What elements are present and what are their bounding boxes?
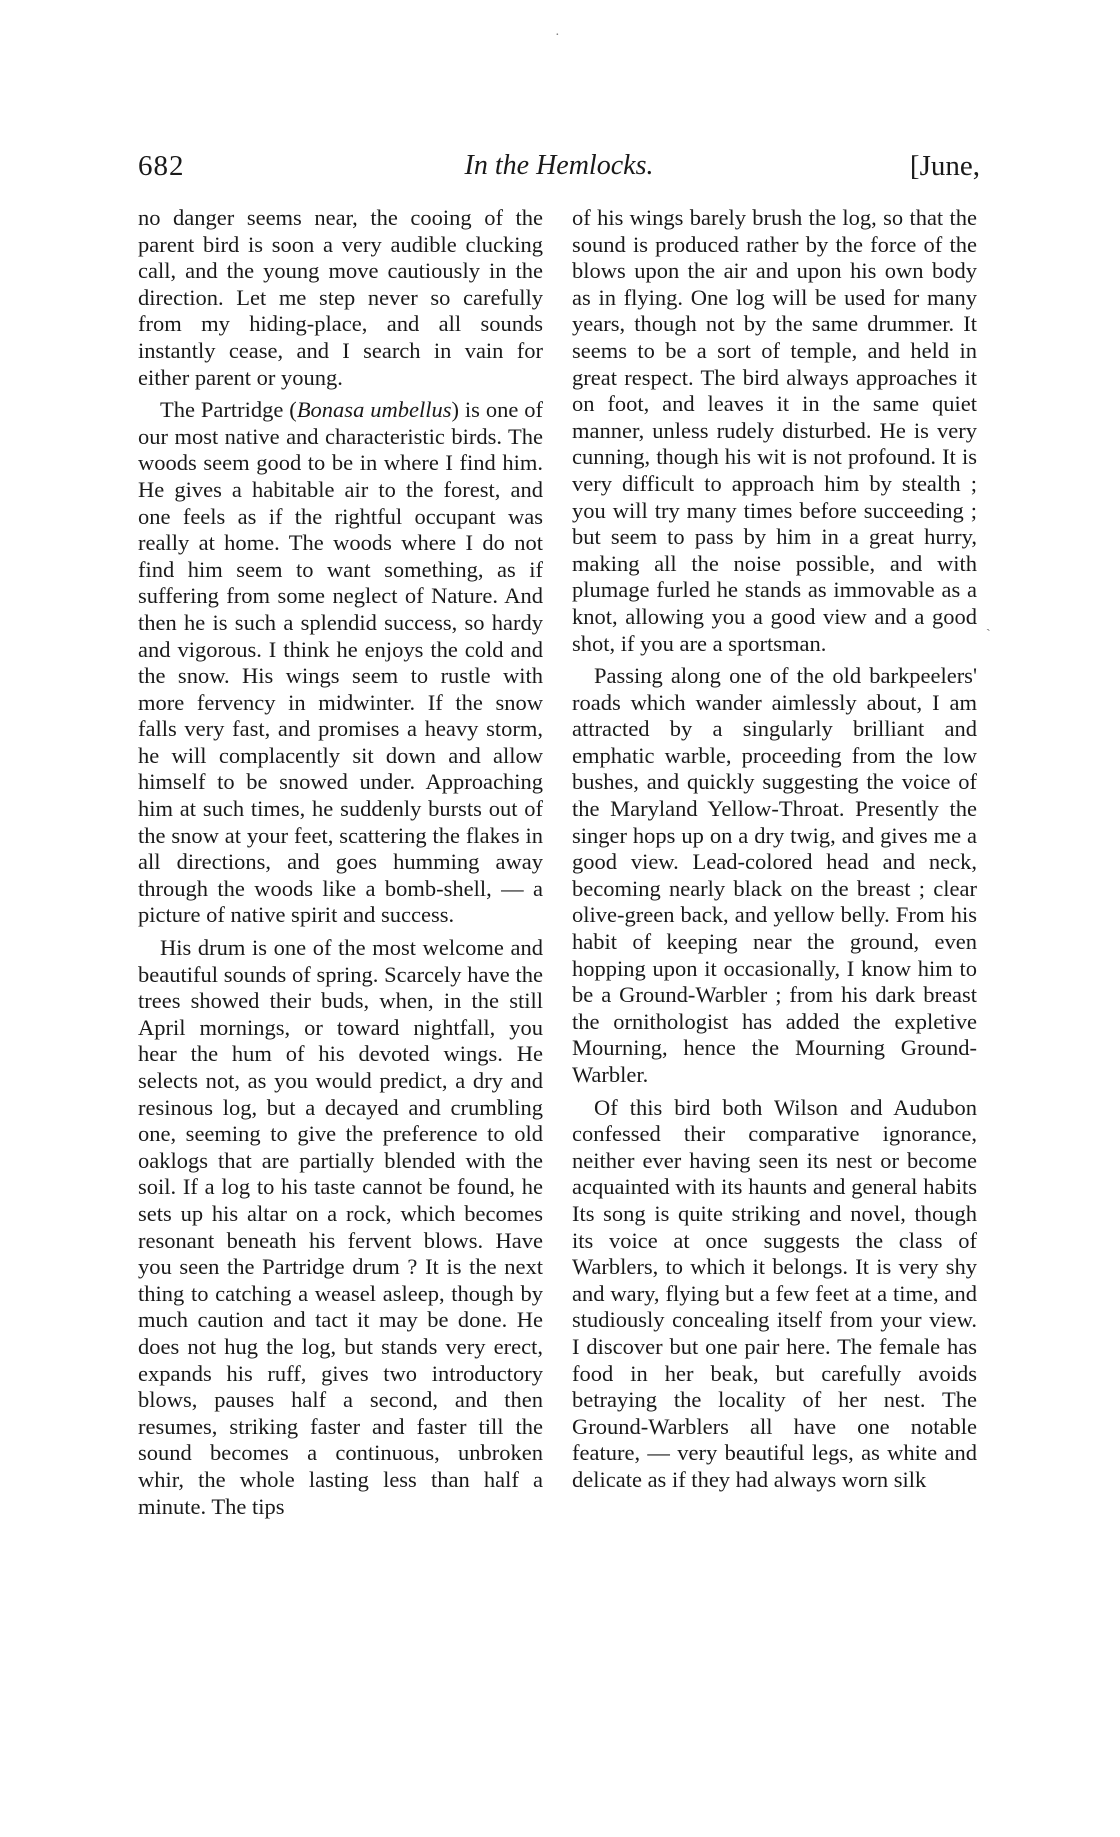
left-column xyxy=(138,205,543,1520)
paragraph xyxy=(138,397,543,929)
paragraph: His drum is one of the most welcome and beautiful sounds of spring. Scarcely have the trees showed their buds, when, in the still April mornings, or toward nightfall, you hear the hum of his devoted wings. He selects not, as you would predict, a dry and resinous log, but a decayed and crumbling one, seeming to give the preference to old oaklogs that are partially blended with the soil. If a log to his taste cannot be found, he sets up his altar on a rock, which becomes resonant beneath his fervent blows. Have you seen the Partridge drum ? It is the next thing to catching a weasel asleep, though by much caution and tact it may be done. He does not hug the log, but stands very erect, expands his ruff, gives two introductory blows, pauses half a second, and then resumes, striking faster and faster till the sound becomes a continuous, unbroken whir, the whole lasting less than half a minute. The tips xyxy=(138,935,543,1519)
paragraph: Of this bird both Wilson and Audubon confessed their comparative ignorance, neither ever having seen its nest or become acquainted with its haunts and general habits Its song is quite striking and novel, though its voice at once suggests the class of Warblers, to which it belongs. It is very shy and wary, flying but a few feet at a time, and studiously concealing itself from your view. I discover but one pair here. The female has food in her beak, but carefully avoids betraying the locality of her nest. The Ground-Warblers all have one notable feature, — very beautiful legs, as white and delicate as if they had always worn silk xyxy=(572,1094,977,1492)
paragraph: Passing along one of the old barkpeelers' roads which wander aimlessly about, I am attracted by a singularly brilliant and emphatic warble, proceeding from the low bushes, and quickly suggesting the voice of the Maryland Yellow-Throat. Presently the singer hops up on a dry twig, and gives me a good view. Lead-colored head and neck, becoming nearly black on the breast ; clear olive-green back, and yellow belly. From his habit of keeping near the ground, even hopping upon it occasionally, I know him to be a Ground-Warbler ; from his dark breast the ornithologist has added the expletive Mourning, hence the Mourning Ground-Warbler. xyxy=(572,663,977,1087)
right-column xyxy=(572,205,977,1494)
paragraph: no danger seems near, the cooing of the parent bird is soon a very audible clucking call, and the young move cautiously in the direction. Let me step never so carefully from my hiding-place, and all sounds instantly cease, and I search in vain for either parent or young. xyxy=(138,205,543,390)
running-header xyxy=(138,150,980,190)
running-title: In the Hemlocks. xyxy=(464,150,654,181)
running-date: [June, xyxy=(909,150,980,182)
paragraph-text: The Partridge ( xyxy=(160,397,297,423)
page-number: 682 xyxy=(138,150,185,182)
scan-speck: · xyxy=(555,28,560,43)
paragraph: of his wings barely brush the log, so that the sound is produced rather by the force of the blows upon the air and upon his own body as in flying. One log will be used for many years, though not by the same drummer. It seems to be a sort of temple, and held in great respect. The bird always approaches it on foot, and leaves it in the same quiet manner, unless rudely disturbed. He is very cunning, though his wit is not profound. It is very difficult to approach him by stealth ; you will try many times before succeeding ; but seem to pass by him in a great hurry, making all the noise possible, and with plumage furled he stands as immovable as a knot, allowing you a good view and a good shot, if you are a sportsman. xyxy=(572,205,977,656)
scientific-name: Bonasa umbellus xyxy=(296,397,452,423)
scan-speck: ˏ xyxy=(986,617,991,632)
paragraph-text: ) is one of our most native and characteristic birds. The woods seem good to be in where I find him. He gives a habitable air to the forest, and one feels as if the rightful occupant was really at home. The woods where I do not find him seem to want something, as if suffering from some neglect of Nature. And then he is such a splendid success, so hardy and vigorous. I think he enjoys the cold and the snow. His wings seem to rustle with more fervency in midwinter. If the snow falls very fast, and promises a heavy storm, he will complacently sit down and allow himself to be snowed under. Approaching him at such times, he suddenly bursts out of the snow at your feet, scattering the flakes in all directions, and goes humming away through the woods like a bomb-shell, — a picture of native spirit and success. xyxy=(138,397,543,928)
